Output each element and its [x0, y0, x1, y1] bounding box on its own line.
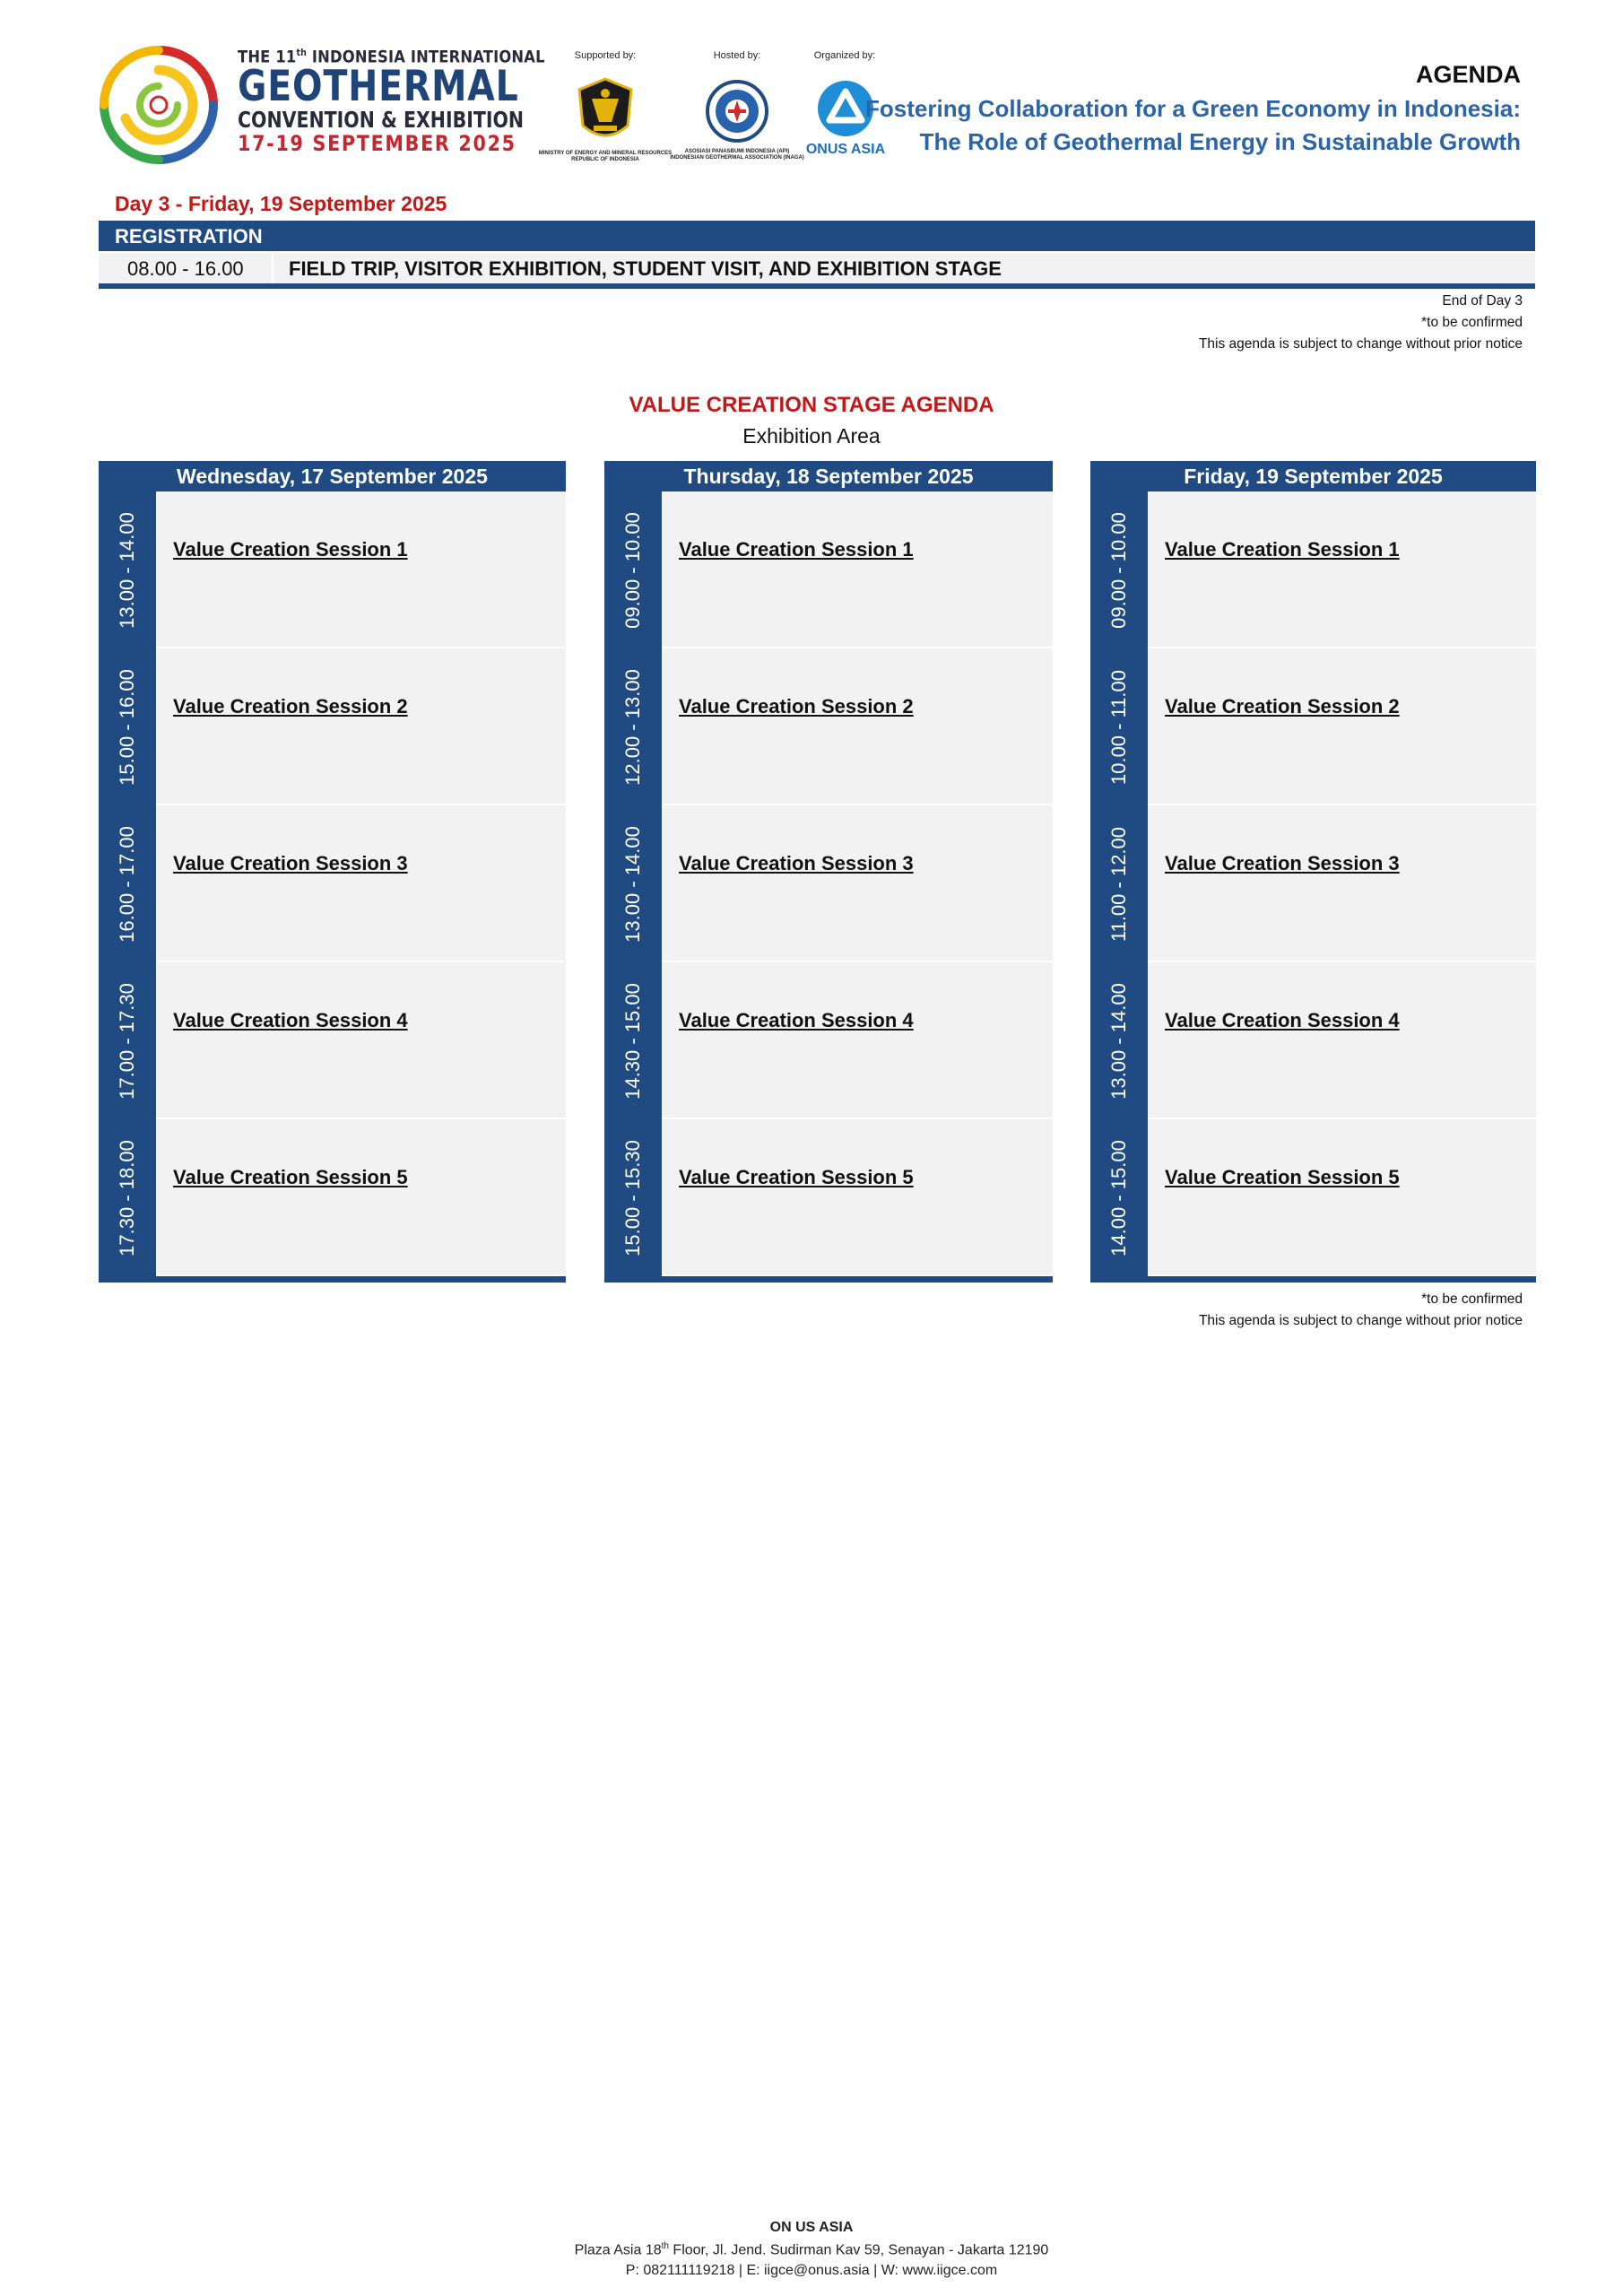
day-header: Friday, 19 September 2025 [1090, 461, 1536, 491]
session-link[interactable]: Value Creation Session 4 [1165, 1009, 1400, 1031]
session-link[interactable]: Value Creation Session 2 [173, 695, 408, 718]
time-cell [99, 962, 156, 1119]
session-link[interactable]: Value Creation Session 2 [679, 695, 914, 718]
logo-edition-line: THE 11th INDONESIA INTERNATIONAL [238, 47, 545, 67]
session-time: 14.00 - 15.00 [1107, 1139, 1130, 1257]
time-cell [1090, 962, 1148, 1119]
session-row [99, 962, 566, 1119]
time-cell [604, 648, 662, 805]
session-row [604, 962, 1053, 1119]
footer-contact: P: 082111119218 | E: iigce@onus.asia | W: www.iigce.com [625, 2263, 998, 2278]
session-row [604, 491, 1053, 648]
logo-geothermal-word: GEOTHERMAL [238, 62, 519, 112]
time-cell [99, 491, 156, 648]
organized-by-label: Organized by: [813, 50, 876, 61]
session-link[interactable]: Value Creation Session 5 [679, 1166, 914, 1188]
day-bottom-rule [1090, 1276, 1536, 1283]
day-bottom-rule [604, 1276, 1053, 1283]
session-row [604, 805, 1053, 962]
session-link[interactable]: Value Creation Session 1 [1165, 538, 1400, 561]
time-cell [604, 491, 662, 648]
column-divider [272, 253, 273, 283]
session-link[interactable]: Value Creation Session 5 [1165, 1166, 1400, 1188]
association-caption: ASOSIASI PANASBUMI INDONESIA (API) INDONESIAN GEOTHERMAL ASSOCIATION (INAGA) [670, 149, 804, 161]
session-time: 15.00 - 15.30 [621, 1139, 644, 1257]
session-time: 10.00 - 11.00 [1107, 669, 1130, 785]
session-time: 13.00 - 14.00 [621, 825, 644, 943]
session-link[interactable]: Value Creation Session 5 [173, 1166, 408, 1188]
convention-logo [99, 45, 545, 166]
time-cell [1090, 648, 1148, 805]
registration-time: 08.00 - 16.00 [127, 257, 244, 280]
footer-address: Plaza Asia 18th Floor, Jl. Jend. Sudirman Kav 59, Senayan - Jakarta 12190 [574, 2241, 1049, 2258]
session-row [604, 648, 1053, 805]
time-cell [604, 1119, 662, 1276]
session-row [1090, 648, 1536, 805]
session-time: 17.30 - 18.00 [116, 1139, 138, 1257]
theme-line-1: Fostering Collaboration for a Green Economy in Indonesia: [865, 95, 1521, 122]
time-cell [99, 805, 156, 962]
ministry-emblem-icon [574, 75, 637, 147]
day-bottom-rule [99, 1276, 566, 1283]
agenda-theme [865, 92, 1521, 159]
session-link[interactable]: Value Creation Session 3 [679, 852, 914, 874]
value-creation-subtitle: Exhibition Area [742, 424, 881, 448]
session-link[interactable]: Value Creation Session 4 [679, 1009, 914, 1031]
session-time: 13.00 - 14.00 [116, 511, 138, 629]
ministry-caption: MINISTRY OF ENERGY AND MINERAL RESOURCES REPUBLIC OF INDONESIA [538, 151, 673, 162]
session-time: 13.00 - 14.00 [1107, 982, 1130, 1100]
session-link[interactable]: Value Creation Session 1 [173, 538, 408, 561]
session-link[interactable]: Value Creation Session 2 [1165, 695, 1400, 718]
session-time: 17.00 - 17.30 [116, 982, 138, 1100]
registration-row [99, 253, 1535, 283]
logo-convention-line: CONVENTION & EXHIBITION [238, 107, 525, 134]
day-column-wednesday [99, 461, 566, 1283]
geothermal-swirl-logo-icon [99, 45, 220, 166]
session-row [1090, 805, 1536, 962]
time-cell [604, 962, 662, 1119]
disclaimer-note: This agenda is subject to change without prior notice [1198, 336, 1523, 352]
value-creation-title: VALUE CREATION STAGE AGENDA [629, 393, 994, 417]
time-cell [1090, 491, 1148, 648]
day-header: Wednesday, 17 September 2025 [99, 461, 566, 491]
session-row [99, 648, 566, 805]
session-time: 12.00 - 13.00 [621, 668, 644, 786]
agenda-title: AGENDA [1415, 61, 1521, 88]
session-time: 15.00 - 16.00 [116, 668, 138, 786]
session-row [604, 1119, 1053, 1276]
session-row [99, 805, 566, 962]
day-column-friday [1090, 461, 1536, 1283]
session-link[interactable]: Value Creation Session 1 [679, 538, 914, 561]
session-time: 09.00 - 10.00 [621, 511, 644, 629]
session-time: 11.00 - 12.00 [1107, 826, 1130, 942]
session-row [1090, 491, 1536, 648]
registration-bottom-rule [99, 283, 1535, 289]
session-time: 09.00 - 10.00 [1107, 511, 1130, 629]
time-cell [1090, 805, 1148, 962]
session-link[interactable]: Value Creation Session 3 [173, 852, 408, 874]
session-time: 16.00 - 17.00 [116, 825, 138, 943]
footer-company: ON US ASIA [769, 2220, 854, 2235]
session-row [1090, 962, 1536, 1119]
geothermal-association-emblem-icon [705, 79, 769, 144]
tbc-note: *to be confirmed [1421, 1292, 1523, 1307]
time-cell [99, 1119, 156, 1276]
time-cell [604, 805, 662, 962]
day-header: Thursday, 18 September 2025 [604, 461, 1053, 491]
session-row [1090, 1119, 1536, 1276]
day-column-thursday [604, 461, 1053, 1283]
registration-label: REGISTRATION [115, 225, 263, 248]
session-row [99, 1119, 566, 1276]
session-link[interactable]: Value Creation Session 4 [173, 1009, 408, 1031]
end-of-day-note: End of Day 3 [1442, 293, 1523, 309]
onus-asia-wordmark: ONUS ASIA [805, 142, 886, 157]
session-time: 14.30 - 15.00 [621, 982, 644, 1100]
tbc-note: *to be confirmed [1421, 315, 1523, 330]
time-cell [99, 648, 156, 805]
hosted-by-label: Hosted by: [713, 50, 761, 61]
day3-heading: Day 3 - Friday, 19 September 2025 [115, 192, 447, 215]
session-row [99, 491, 566, 648]
disclaimer-note: This agenda is subject to change without prior notice [1198, 1313, 1523, 1328]
supported-by-label: Supported by: [574, 50, 637, 61]
logo-dates-line: 17-19 SEPTEMBER 2025 [238, 131, 516, 157]
theme-line-2: The Role of Geothermal Energy in Sustainable Growth [919, 128, 1521, 155]
session-link[interactable]: Value Creation Session 3 [1165, 852, 1400, 874]
registration-header-bar [99, 221, 1535, 251]
registration-description: FIELD TRIP, VISITOR EXHIBITION, STUDENT VISIT, AND EXHIBITION STAGE [289, 257, 1002, 280]
time-cell [1090, 1119, 1148, 1276]
